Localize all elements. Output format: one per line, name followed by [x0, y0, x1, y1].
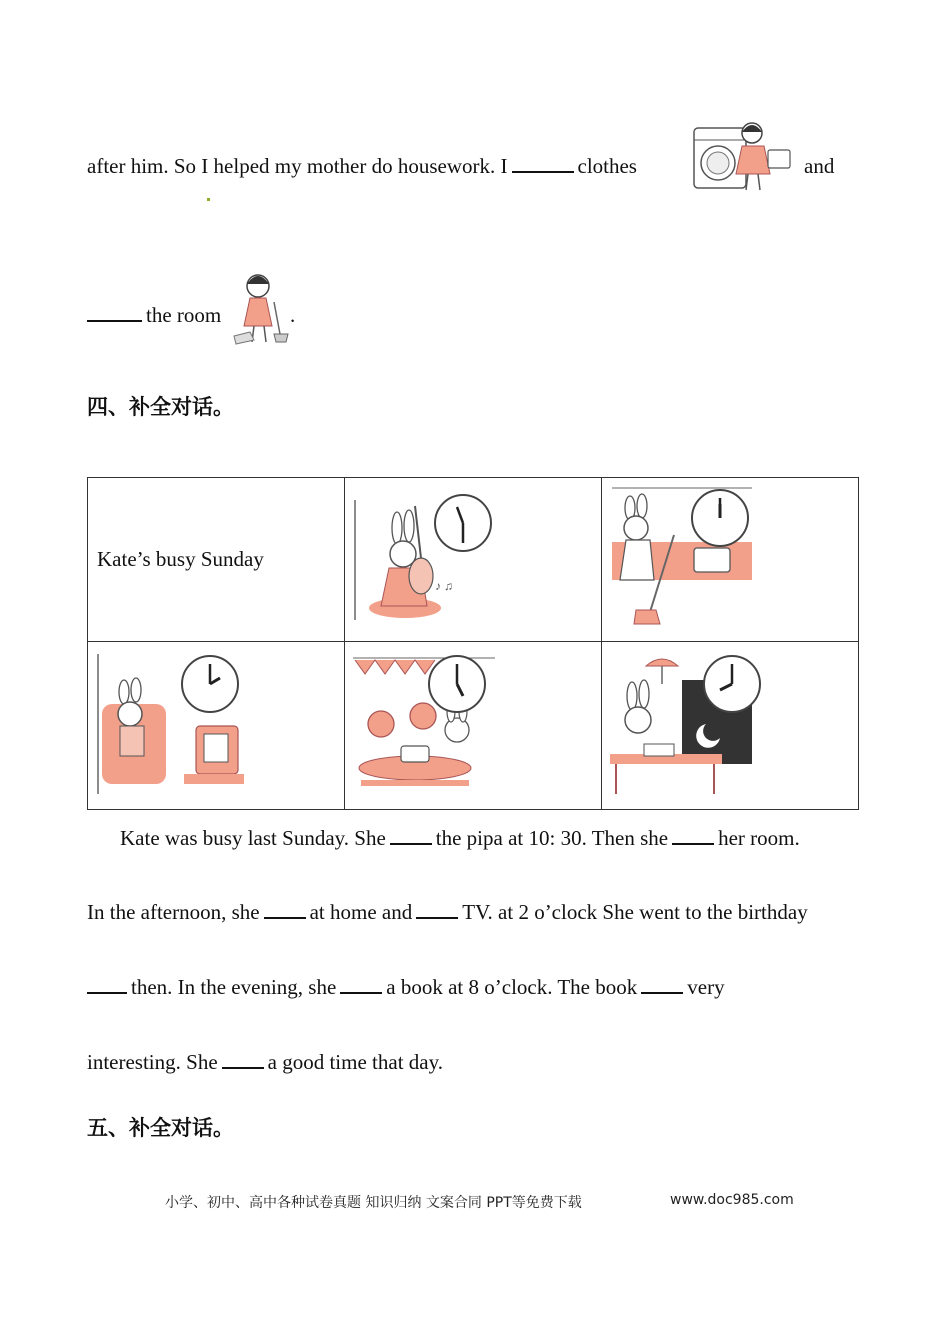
- answer-blank[interactable]: [672, 825, 714, 845]
- table-cell-party: [345, 642, 602, 810]
- answer-blank[interactable]: [87, 974, 127, 994]
- table-title-cell: [88, 478, 345, 642]
- answer-blank[interactable]: [641, 974, 683, 994]
- play-pipa-icon: [345, 480, 601, 640]
- answer-blank[interactable]: [264, 899, 306, 919]
- passage-paragraph-4: interesting. She a good time that day.: [87, 1050, 443, 1074]
- section-4-heading: 四、补全对话。: [87, 395, 234, 419]
- green-dot: [207, 198, 210, 201]
- answer-blank[interactable]: [390, 825, 432, 845]
- answer-blank[interactable]: [222, 1049, 264, 1069]
- answer-blank[interactable]: [416, 899, 458, 919]
- table-cell-pipa: [345, 478, 602, 642]
- sweep-floor-icon: [602, 480, 858, 640]
- passage-paragraph-3: then. In the evening, she a book at 8 o’clock. The book very: [87, 974, 725, 1000]
- passage-and: and: [804, 154, 835, 178]
- sweeping-girl-illustration: [230, 272, 294, 350]
- passage-paragraph-2: In the afternoon, she at home and TV. at 2 o’clock She went to the birthday: [87, 900, 808, 924]
- footer-text: 小学、初中、高中各种试卷真题 知识归纳 文案合同 PPT等免费下载: [165, 1195, 582, 1211]
- passage-paragraph-1: Kate was busy last Sunday. She the pipa at 10: 30. Then she her room.: [120, 826, 800, 850]
- section-5-heading: 五、补全对话。: [87, 1116, 234, 1140]
- footer-url[interactable]: www.doc985.com: [670, 1192, 794, 1208]
- table-cell-sweep: [602, 478, 859, 642]
- answer-blank[interactable]: [512, 153, 574, 173]
- washing-clothes-illustration: [690, 118, 796, 196]
- answer-blank[interactable]: [340, 974, 382, 994]
- passage-line-1: after him. So I helped my mother do housework. I clothes: [87, 154, 637, 178]
- table-title: Kate’s busy Sunday: [97, 547, 264, 571]
- table-cell-read: [602, 642, 859, 810]
- read-book-icon: [602, 644, 858, 808]
- period: .: [290, 303, 296, 327]
- answer-blank[interactable]: [87, 302, 142, 322]
- table-cell-tv: [88, 642, 345, 810]
- svg-text:♪ ♫: ♪ ♫: [435, 578, 453, 593]
- schedule-table: [87, 477, 859, 810]
- birthday-party-icon: [345, 644, 601, 808]
- passage-line-2: the room: [87, 302, 221, 328]
- watch-tv-icon: [88, 644, 344, 808]
